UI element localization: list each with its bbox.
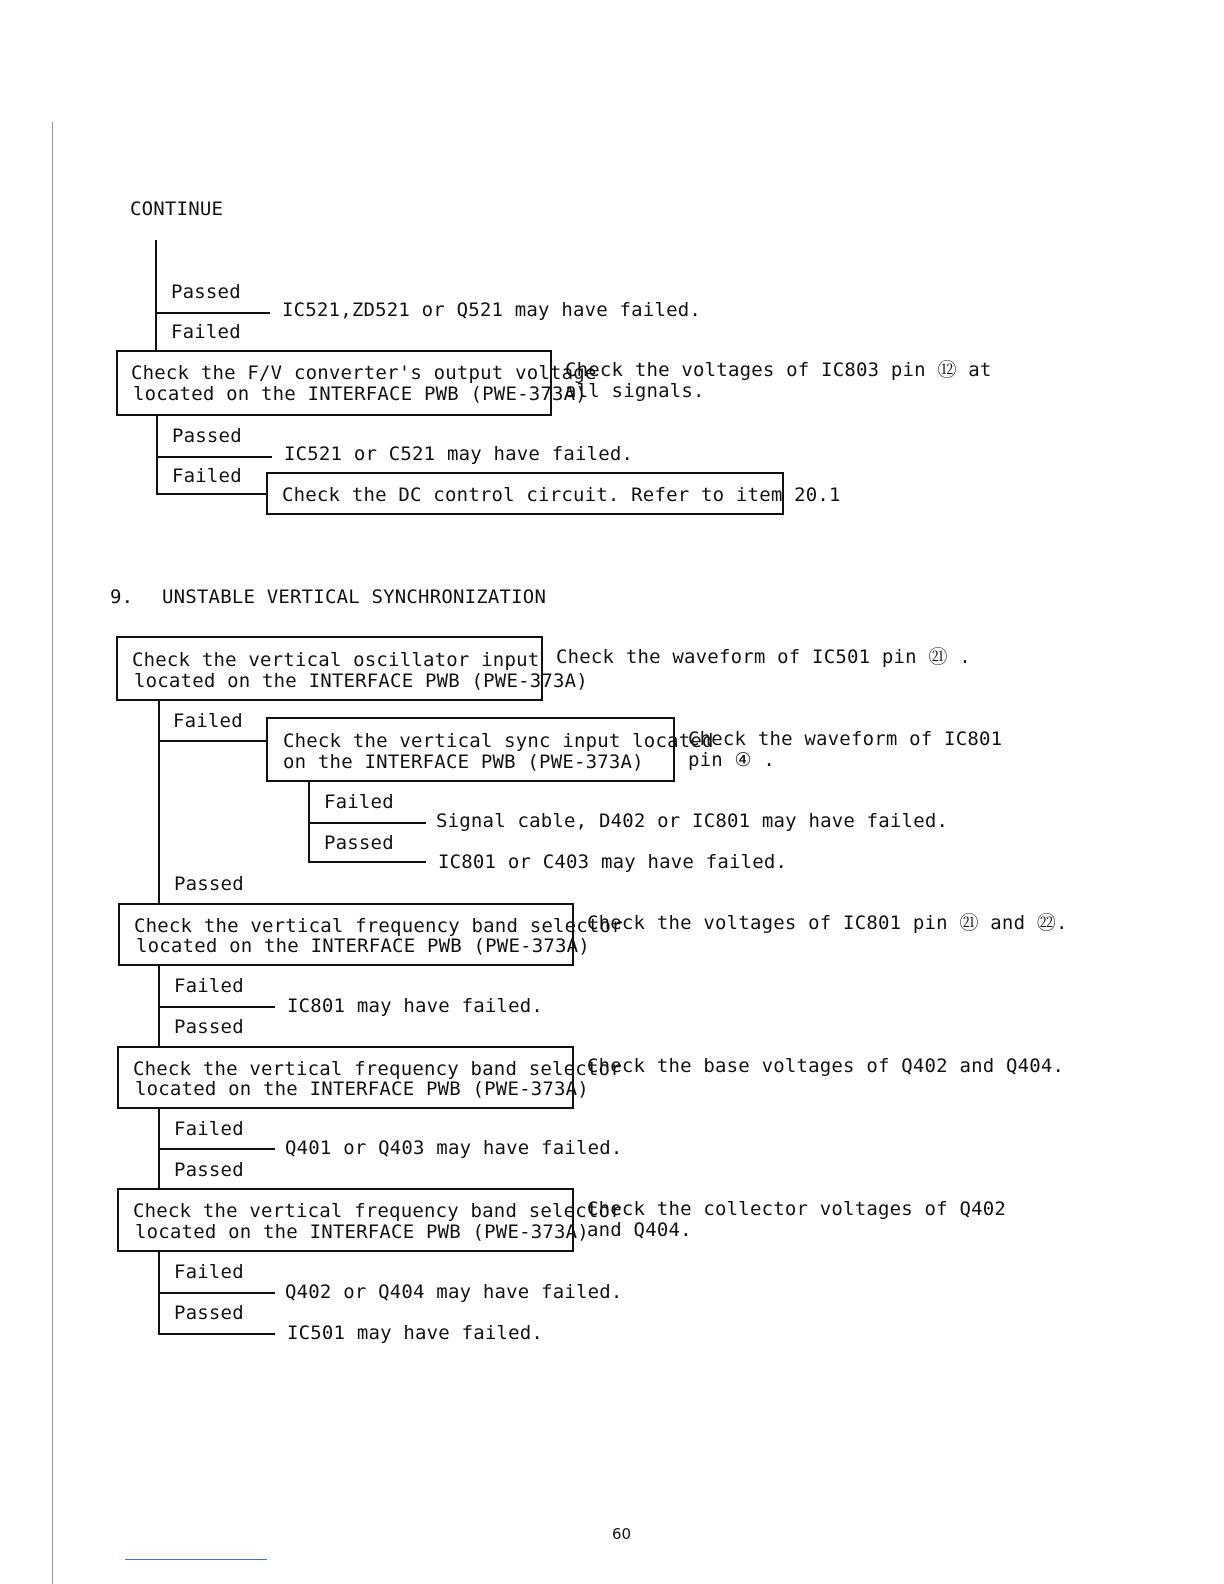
check-box-band-selector-2 [117,1046,622,1109]
note-text: Check the waveform of IC501 pin ㉑ . [556,646,971,668]
page-margin-line [52,122,53,1584]
box-line: located on the INTERFACE PWB (PWE-373A) [133,383,587,405]
passed-label: Passed [171,281,241,303]
result-text: Q401 or Q403 may have failed. [285,1137,623,1159]
result-text: IC501 may have failed. [287,1322,544,1344]
passed-label: Passed [324,832,394,854]
section-title: UNSTABLE VERTICAL SYNCHRONIZATION [162,586,547,608]
box-line: Check the DC control circuit. Refer to item 20.1 [282,484,841,506]
result-text: IC801 or C403 may have failed. [438,851,788,873]
failed-label: Failed [174,975,244,997]
passed-label: Passed [172,425,242,447]
failed-label: Failed [174,1118,244,1140]
flow-connector [155,240,157,352]
branch-line [155,312,270,314]
failed-label: Failed [173,710,243,732]
note-text: pin ④ . [688,749,776,771]
box-line: Check the vertical frequency band selector [134,915,623,937]
box-line: located on the INTERFACE PWB (PWE-373A) [135,1221,589,1243]
check-box-band-selector-3 [117,1188,622,1252]
failed-label: Failed [172,465,242,487]
box-line: Check the vertical oscillator input [132,649,540,671]
failed-label: Failed [174,1261,244,1283]
passed-label: Passed [174,873,244,895]
branch-line [156,493,268,495]
note-text: Check the base voltages of Q402 and Q404. [587,1055,1065,1077]
check-box-vertical-oscillator [116,636,588,701]
note-text: and Q404. [587,1219,692,1241]
check-box-fv-converter [116,350,597,416]
result-text: IC801 may have failed. [287,995,544,1017]
page-number: 60 [612,1525,632,1543]
check-box-vertical-sync [266,717,714,782]
flow-connector [158,701,160,905]
box-line: Check the vertical frequency band selector [133,1058,622,1080]
note-text: Check the waveform of IC801 [688,728,1003,750]
branch-line [308,861,426,863]
note-text: Check the voltages of IC803 pin ⑫ at [565,359,992,381]
result-text: Signal cable, D402 or IC801 may have failed. [436,810,949,832]
branch-line [308,822,426,824]
box-line: on the INTERFACE PWB (PWE-373A) [283,751,644,773]
result-text: Q402 or Q404 may have failed. [285,1281,623,1303]
branch-line [156,456,272,458]
box-line: Check the F/V converter's output voltage [131,362,597,384]
footer-rule [125,1559,267,1560]
failed-label: Failed [171,321,241,343]
box-line: Check the vertical sync input located [283,730,714,752]
failed-label: Failed [324,791,394,813]
section-number: 9. [110,586,134,608]
box-line: Check the vertical frequency band selector [133,1200,622,1222]
check-box-dc-control [266,472,841,515]
note-text: Check the collector voltages of Q402 [587,1198,1007,1220]
branch-line [158,740,268,742]
note-text: Check the voltages of IC801 pin ㉑ and ㉒. [587,912,1068,934]
passed-label: Passed [174,1159,244,1181]
branch-line [158,1148,275,1150]
continue-label: CONTINUE [130,198,224,220]
branch-line [158,1006,275,1008]
result-text: IC521,ZD521 or Q521 may have failed. [282,299,702,321]
branch-line [158,1333,275,1335]
branch-line [158,1292,275,1294]
box-line: located on the INTERFACE PWB (PWE-373A) [135,1078,589,1100]
passed-label: Passed [174,1302,244,1324]
check-box-band-selector-1 [118,903,623,966]
box-line: located on the INTERFACE PWB (PWE-373A) [134,670,588,692]
box-line: located on the INTERFACE PWB (PWE-373A) [136,935,590,957]
note-text: all signals. [565,380,705,402]
result-text: IC521 or C521 may have failed. [284,443,634,465]
passed-label: Passed [174,1016,244,1038]
flow-connector [156,416,158,494]
